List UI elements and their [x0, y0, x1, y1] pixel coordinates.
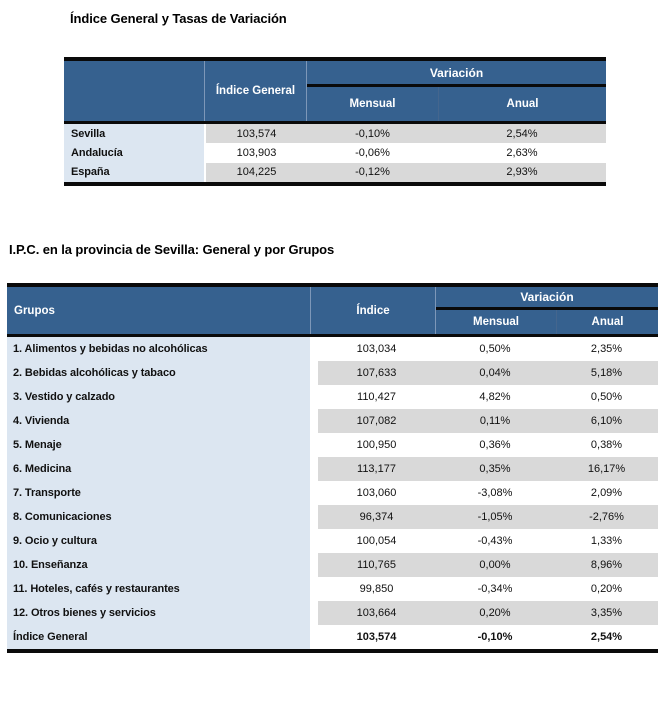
- variacion-header: Variación: [429, 65, 484, 80]
- indice-general-header: Índice General: [204, 61, 306, 121]
- table-row: [7, 433, 658, 457]
- cell-gap: [310, 337, 318, 361]
- mensual-variation-cell: -0,10%: [307, 124, 438, 143]
- anual-variation-cell: 0,38%: [555, 433, 658, 457]
- mensual-variation-cell: -0,06%: [307, 143, 438, 162]
- row-label-cell: España: [64, 163, 204, 182]
- indice-cell: 103,034: [318, 337, 435, 361]
- table1-title: Índice General y Tasas de Variación: [70, 11, 287, 26]
- variacion-subheaders: [436, 310, 658, 334]
- row-label-cell: 3. Vestido y calzado: [7, 385, 310, 409]
- mensual-variation-cell: 0,35%: [435, 457, 555, 481]
- mensual-variation-cell: 0,36%: [435, 433, 555, 457]
- table1-body: [64, 124, 606, 182]
- table-row: [7, 361, 658, 385]
- variacion-subheaders: [307, 87, 606, 121]
- table2-body: [7, 337, 658, 649]
- row-label-cell: 5. Menaje: [7, 433, 310, 457]
- cell-gap: [310, 481, 318, 505]
- corner-header-cell: [64, 61, 204, 121]
- table1-header: [64, 61, 606, 121]
- anual-variation-cell: 8,96%: [555, 553, 658, 577]
- anual-header: Anual: [438, 87, 606, 121]
- row-label-cell: Sevilla: [64, 124, 204, 143]
- anual-variation-cell: 2,09%: [555, 481, 658, 505]
- anual-variation-cell: 0,50%: [555, 385, 658, 409]
- indice-cell: 103,903: [206, 143, 307, 162]
- indice-cell: 103,664: [318, 601, 435, 625]
- indice-cell: 96,374: [318, 505, 435, 529]
- mensual-variation-cell: -0,43%: [435, 529, 555, 553]
- anual-variation-cell: 2,35%: [555, 337, 658, 361]
- table-row: [7, 457, 658, 481]
- mensual-header: Mensual: [349, 98, 396, 110]
- row-label-cell: Índice General: [7, 625, 310, 649]
- cell-gap: [310, 625, 318, 649]
- row-label-cell: 7. Transporte: [7, 481, 310, 505]
- indice-cell: 103,574: [318, 625, 435, 649]
- indice-cell: 103,060: [318, 481, 435, 505]
- table2-header: [7, 287, 658, 334]
- grupos-header: Grupos: [14, 304, 55, 317]
- table-row: [7, 577, 658, 601]
- indice-cell: 107,082: [318, 409, 435, 433]
- anual-variation-cell: 2,93%: [438, 163, 606, 182]
- row-label-cell: 8. Comunicaciones: [7, 505, 310, 529]
- variacion-header: Variación: [520, 290, 574, 304]
- table-row: [7, 409, 658, 433]
- mensual-variation-cell: 0,04%: [435, 361, 555, 385]
- anual-variation-cell: 1,33%: [555, 529, 658, 553]
- anual-variation-cell: 2,63%: [438, 143, 606, 162]
- anual-variation-cell: 3,35%: [555, 601, 658, 625]
- indice-cell: 110,427: [318, 385, 435, 409]
- row-label-cell: 6. Medicina: [7, 457, 310, 481]
- anual-variation-cell: 16,17%: [555, 457, 658, 481]
- anual-variation-cell: 0,20%: [555, 577, 658, 601]
- table-row: [7, 337, 658, 361]
- table-row: [7, 385, 658, 409]
- anual-header: Anual: [556, 310, 658, 334]
- row-label-cell: 11. Hoteles, cafés y restaurantes: [7, 577, 310, 601]
- anual-variation-cell: 5,18%: [555, 361, 658, 385]
- mensual-variation-cell: -0,34%: [435, 577, 555, 601]
- ipc-grupos-table: [7, 283, 658, 653]
- mensual-variation-cell: -0,12%: [307, 163, 438, 182]
- indice-cell: 110,765: [318, 553, 435, 577]
- table-row: [64, 124, 606, 143]
- row-label-cell: 4. Vivienda: [7, 409, 310, 433]
- mensual-header: Mensual: [472, 316, 519, 328]
- cell-gap: [310, 529, 318, 553]
- indice-cell: 104,225: [206, 163, 307, 182]
- table-row: [7, 529, 658, 553]
- cell-gap: [310, 361, 318, 385]
- indice-cell: 99,850: [318, 577, 435, 601]
- indice-header: Índice: [310, 287, 435, 334]
- variacion-header-group: [435, 287, 658, 334]
- anual-variation-cell: 6,10%: [555, 409, 658, 433]
- table-row: [7, 505, 658, 529]
- table-row: [7, 601, 658, 625]
- row-label-cell: 1. Alimentos y bebidas no alcohólicas: [7, 337, 310, 361]
- anual-variation-cell: 2,54%: [438, 124, 606, 143]
- row-label-cell: 9. Ocio y cultura: [7, 529, 310, 553]
- indice-cell: 107,633: [318, 361, 435, 385]
- mensual-variation-cell: 4,82%: [435, 385, 555, 409]
- row-label-cell: 2. Bebidas alcohólicas y tabaco: [7, 361, 310, 385]
- cell-gap: [310, 553, 318, 577]
- indice-cell: 100,950: [318, 433, 435, 457]
- cell-gap: [310, 601, 318, 625]
- mensual-variation-cell: 0,50%: [435, 337, 555, 361]
- row-label-cell: 12. Otros bienes y servicios: [7, 601, 310, 625]
- anual-variation-cell: 2,54%: [555, 625, 658, 649]
- variacion-header-group: [306, 61, 606, 121]
- cell-gap: [310, 409, 318, 433]
- row-label-cell: 10. Enseñanza: [7, 553, 310, 577]
- mensual-variation-cell: -3,08%: [435, 481, 555, 505]
- anual-variation-cell: -2,76%: [555, 505, 658, 529]
- indice-general-table: [64, 57, 606, 186]
- row-label-cell: Andalucía: [64, 143, 204, 162]
- cell-gap: [310, 385, 318, 409]
- mensual-variation-cell: 0,00%: [435, 553, 555, 577]
- table-total-row: [7, 625, 658, 649]
- mensual-variation-cell: -1,05%: [435, 505, 555, 529]
- table2-title: I.P.C. en la provincia de Sevilla: General y por Grupos: [9, 242, 335, 257]
- indice-cell: 113,177: [318, 457, 435, 481]
- indice-cell: 103,574: [206, 124, 307, 143]
- mensual-variation-cell: 0,20%: [435, 601, 555, 625]
- cell-gap: [310, 577, 318, 601]
- cell-gap: [310, 433, 318, 457]
- indice-cell: 100,054: [318, 529, 435, 553]
- cell-gap: [310, 505, 318, 529]
- table-row: [7, 553, 658, 577]
- cell-gap: [310, 457, 318, 481]
- table-row: [7, 481, 658, 505]
- mensual-variation-cell: -0,10%: [435, 625, 555, 649]
- table-row: [64, 163, 606, 182]
- table-row: [64, 143, 606, 162]
- mensual-variation-cell: 0,11%: [435, 409, 555, 433]
